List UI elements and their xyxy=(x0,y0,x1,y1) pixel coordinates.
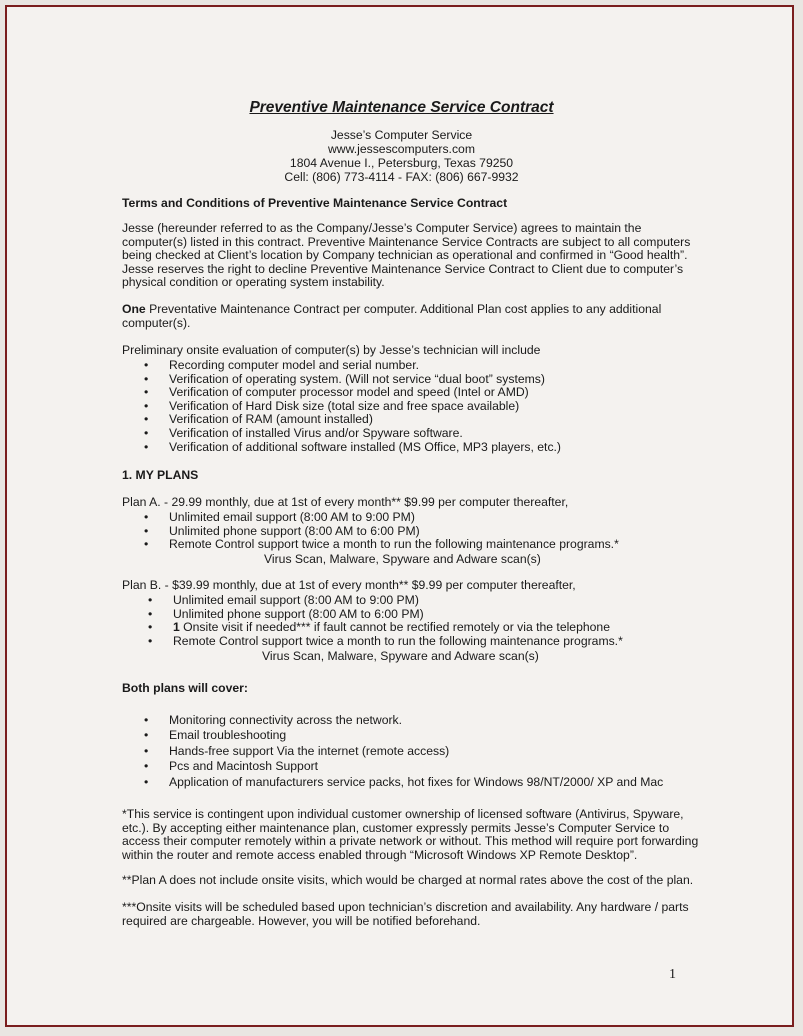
bullet-icon: • xyxy=(144,537,149,552)
footnote-line: required are chargeable. However, you will be notified beforehand. xyxy=(122,913,481,928)
list-item: • Unlimited phone support (8:00 AM to 6:00 PM) xyxy=(144,523,420,538)
plans-heading: 1. MY PLANS xyxy=(122,468,199,482)
both-plans-list xyxy=(122,713,722,790)
onsite-footnote xyxy=(122,900,689,928)
onsite-count: 1 xyxy=(173,620,180,635)
plan-b-scan-list: Virus Scan, Malware, Spyware and Adware scan(s) xyxy=(262,649,539,663)
bullet-icon: • xyxy=(144,425,149,440)
list-item: • Remote Control support twice a month to run the following maintenance programs.* xyxy=(144,537,619,552)
bullet-icon: • xyxy=(144,358,149,372)
bullet-icon: • xyxy=(144,713,149,727)
service-footnote xyxy=(122,807,699,862)
terms-line: physical condition or operating system instability. xyxy=(122,275,385,290)
list-item: • Email troubleshooting xyxy=(144,728,287,743)
terms-paragraph xyxy=(122,221,691,290)
list-item: • Pcs and Macintosh Support xyxy=(144,759,319,774)
footnote-line: access their computer remotely within a private network or without. This method will require port forwarding xyxy=(122,834,699,849)
company-website: www.jessescomputers.com xyxy=(328,142,475,156)
footnote-line: *This service is contingent upon individual customer ownership of licensed software (Antivirus, Spyware, xyxy=(122,807,684,821)
plan-b-list xyxy=(122,593,722,647)
preliminary-intro: Preliminary onsite evaluation of computer(s) by Jesse’s technician will include xyxy=(122,343,541,357)
footnote-line: ***Onsite visits will be scheduled based upon technician’s discretion and availability. Any hardware / parts xyxy=(122,900,689,914)
plan-a-list xyxy=(122,510,722,551)
list-item: • Verification of operating system. (Will not service “dual boot” systems) xyxy=(144,371,545,386)
one-contract-paragraph xyxy=(122,303,682,330)
bullet-icon: • xyxy=(144,412,149,427)
plan-a-footnote xyxy=(122,873,694,888)
bullet-icon: • xyxy=(144,759,149,774)
list-item: • Monitoring connectivity across the network. xyxy=(144,713,403,727)
footnote-line: **Plan A does not include onsite visits, which would be charged at normal rates above the cost of the plan. xyxy=(122,873,694,887)
plan-b-intro: Plan B. - $39.99 monthly, due at 1st of every month** $9.99 per computer thereafter, xyxy=(122,578,576,592)
list-item: • Unlimited email support (8:00 AM to 9:00 PM) xyxy=(144,510,415,524)
company-address: 1804 Avenue I., Petersburg, Texas 79250 xyxy=(289,156,514,170)
list-item: • Remote Control support twice a month to run the following maintenance programs.* xyxy=(148,633,623,648)
one-contract-text: Preventative Maintenance Contract per computer. Additional Plan cost applies to any additional xyxy=(145,302,662,316)
bullet-icon: • xyxy=(144,728,149,743)
one-contract-line-2: computer(s). xyxy=(122,315,191,330)
bullet-icon: • xyxy=(148,633,153,648)
company-phone: Cell: (806) 773-4114 - FAX: (806) 667-9932 xyxy=(284,170,519,184)
both-plans-heading: Both plans will cover: xyxy=(122,681,248,695)
list-item xyxy=(122,620,722,634)
list-item: • Recording computer model and serial number. xyxy=(144,358,419,372)
company-name: Jesse’s Computer Service xyxy=(330,128,473,142)
plan-a-intro: Plan A. - 29.99 monthly, due at 1st of every month** $9.99 per computer thereafter, xyxy=(122,495,569,509)
bullet-icon: • xyxy=(144,774,149,789)
list-item: • Verification of additional software installed (MS Office, MP3 players, etc.) xyxy=(144,439,561,454)
list-item: • Hands-free support Via the internet (remote access) xyxy=(144,743,450,758)
list-item: • Application of manufacturers service packs, hot fixes for Windows 98/NT/2000/ XP and Mac xyxy=(144,774,664,789)
onsite-text: Onsite visit if needed*** if fault cannot be rectified remotely or via the telephone xyxy=(179,620,610,635)
bullet-icon: • xyxy=(144,510,149,524)
list-item: • Verification of RAM (amount installed) xyxy=(144,412,373,427)
bullet-icon: • xyxy=(148,620,153,635)
bullet-icon: • xyxy=(148,593,153,607)
page-number: 1 xyxy=(669,967,676,982)
list-item: • Verification of installed Virus and/or Spyware software. xyxy=(144,425,463,440)
footnote-line: etc.). By accepting either maintenance plan, customer expressly permits Jesse’s Computer Service to xyxy=(122,820,670,835)
document-title: Preventive Maintenance Service Contract xyxy=(249,99,554,116)
preliminary-list xyxy=(122,358,722,453)
footnote-line: within the router and remote access enabled through “Microsoft Windows XP Remote Desktop”. xyxy=(122,847,638,862)
terms-line: computer(s) listed in this contract. Preventive Maintenance Service Contracts are subject to all computers xyxy=(122,234,691,249)
list-item: • Unlimited email support (8:00 AM to 9:00 PM) xyxy=(148,593,419,607)
bullet-icon: • xyxy=(144,385,149,400)
terms-line: Jesse (hereunder referred to as the Company/Jesse’s Computer Service) agrees to maintain the xyxy=(122,221,642,235)
terms-line: Jesse reserves the right to decline Preventive Maintenance Service Contract to Client due to computer’s xyxy=(122,261,684,276)
terms-line: being checked at Client’s location by Company technician as operational and confirmed in “Good health”. xyxy=(122,248,688,263)
list-item: • Verification of Hard Disk size (total size and free space available) xyxy=(144,398,520,413)
list-item: • Unlimited phone support (8:00 AM to 6:00 PM) xyxy=(148,606,424,621)
terms-heading: Terms and Conditions of Preventive Maintenance Service Contract xyxy=(122,196,508,210)
list-item: • Verification of computer processor model and speed (Intel or AMD) xyxy=(144,385,529,400)
bullet-icon: • xyxy=(144,439,149,454)
bullet-icon: • xyxy=(144,523,149,538)
one-bold: One xyxy=(122,302,146,316)
plan-a-scan-list: Virus Scan, Malware, Spyware and Adware scan(s) xyxy=(264,552,541,566)
bullet-icon: • xyxy=(144,371,149,386)
one-contract-line xyxy=(122,303,682,317)
bullet-icon: • xyxy=(144,743,149,758)
bullet-icon: • xyxy=(148,606,153,621)
bullet-icon: • xyxy=(144,398,149,413)
